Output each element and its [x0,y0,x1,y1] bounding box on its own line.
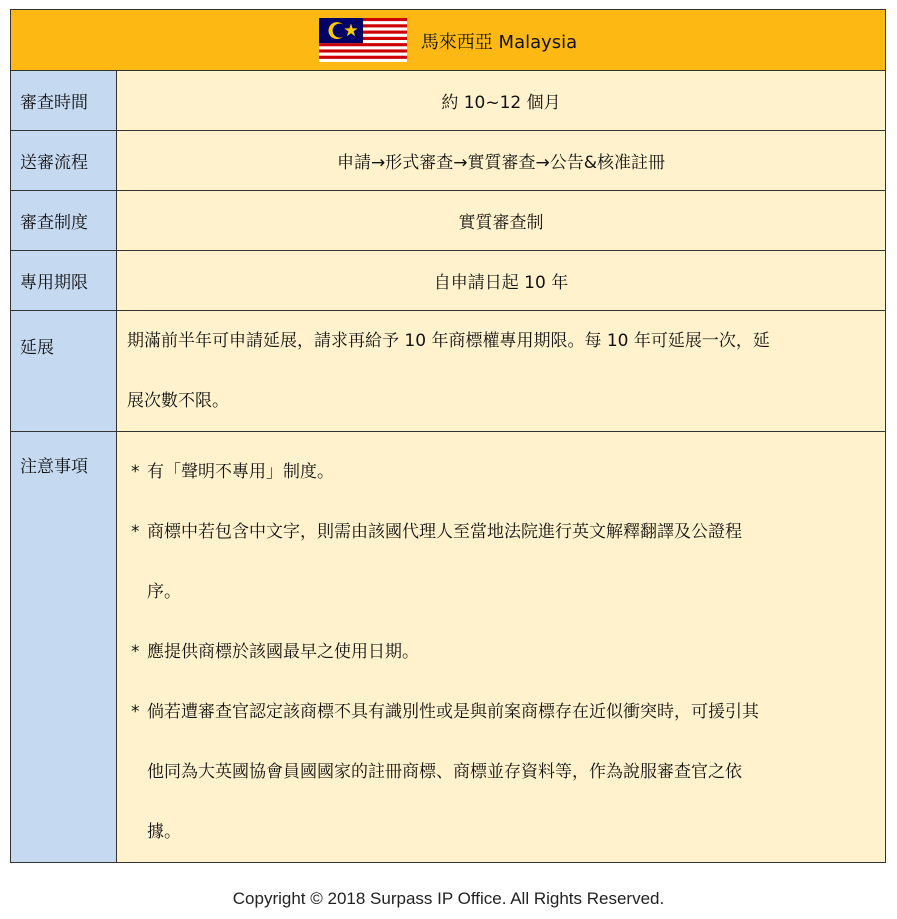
row-label: 專用期限 [11,251,117,311]
row-value: 自申請日起 10 年 [117,251,886,311]
row-label: 審查制度 [11,191,117,251]
note-line: 據。 [147,822,181,842]
row-label: 送審流程 [11,131,117,191]
notes-list [117,432,886,863]
bullet-star: * [131,462,140,482]
table-row-notes [11,432,886,863]
row-label: 注意事項 [11,432,117,863]
row-value: 申請→形式審查→實質審查→公告&核准註冊 [117,131,886,191]
note-line: 倘若遭審查官認定該商標不具有識別性或是與前案商標存在近似衝突時，可援引其 [147,702,759,722]
malaysia-flag-icon [319,18,407,62]
bullet-star: * [131,702,140,722]
row-value [117,311,886,432]
row-value: 約 10~12 個月 [117,71,886,131]
copyright-notice: Copyright © 2018 Surpass IP Office. All Rights Reserved. [232,889,665,908]
table-row-extension [11,311,886,432]
row-label: 延展 [11,311,117,432]
bullet-star: * [131,522,140,542]
note-line: 有「聲明不專用」制度。 [147,462,334,482]
note-item [131,502,871,622]
page-title: 馬來西亞 Malaysia [420,32,578,53]
row-label: 審查時間 [11,71,117,131]
row-value: 實質審查制 [117,191,886,251]
table-row-process [11,131,886,191]
table-row-term [11,251,886,311]
note-item [131,622,871,682]
note-line: 商標中若包含中文字，則需由該國代理人至當地法院進行英文解釋翻譯及公證程 [147,522,742,542]
extension-line: 期滿前半年可申請延展，請求再給予 10 年商標權專用期限。每 10 年可延展一次，延 [127,331,770,351]
bullet-star: * [131,642,140,662]
table-row-review-time [11,71,886,131]
header-cell [11,10,886,71]
note-line: 他同為大英國協會員國國家的註冊商標、商標並存資料等，作為說服審查官之依 [147,762,742,782]
table-row-system [11,191,886,251]
note-line: 序。 [147,582,181,602]
extension-line: 展次數不限。 [127,391,229,411]
note-item [131,442,871,502]
malaysia-trademark-table [10,9,886,863]
note-item [131,682,871,862]
note-line: 應提供商標於該國最早之使用日期。 [147,642,419,662]
header-row [11,10,886,71]
